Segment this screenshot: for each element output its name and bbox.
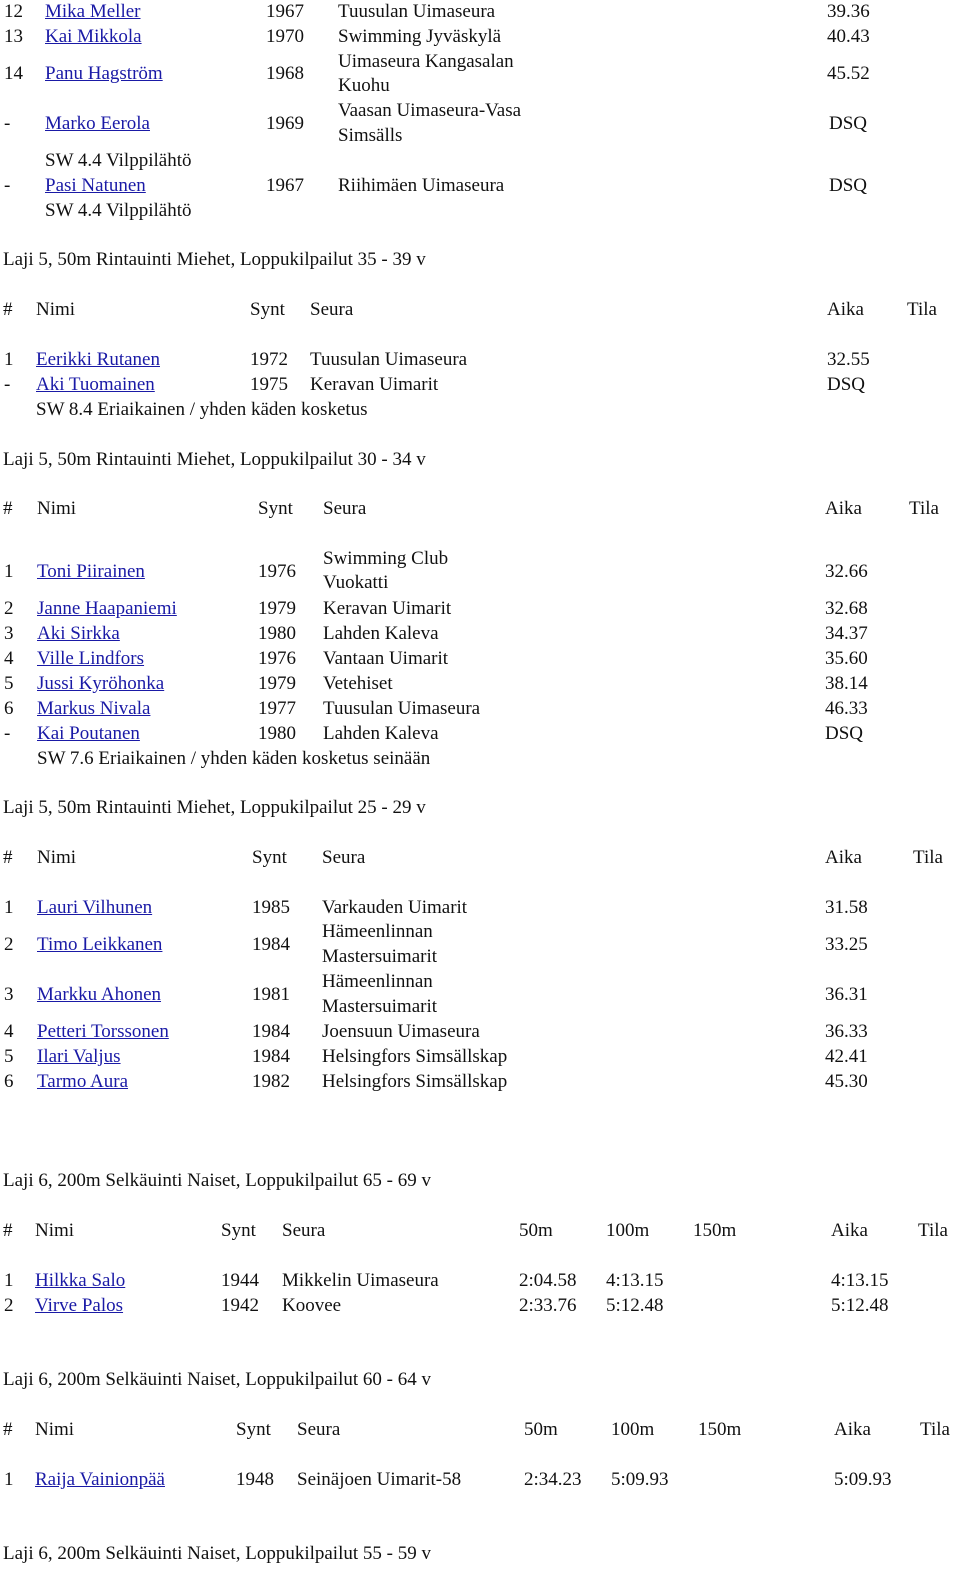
birth-year: 1981: [252, 984, 290, 1005]
row-rank: 1: [4, 897, 14, 918]
result-status: DSQ: [829, 113, 868, 134]
club-name: Lahden Kaleva: [323, 723, 439, 744]
birth-year: 1969: [266, 113, 304, 134]
swimmer-link[interactable]: Kai Mikkola: [45, 26, 142, 47]
swimmer-link[interactable]: Kai Poutanen: [37, 723, 140, 744]
club-name-line2: Mastersuimarit: [322, 946, 438, 967]
header-time: Aika: [825, 847, 862, 868]
header-time: Aika: [827, 299, 864, 320]
swimmer-link[interactable]: Aki Tuomainen: [36, 374, 155, 395]
swimmer-link[interactable]: Jussi Kyröhonka: [37, 673, 165, 694]
header-number: #: [3, 498, 13, 519]
birth-year: 1975: [250, 374, 288, 395]
row-rank: 12: [4, 1, 23, 22]
result-time: 32.68: [825, 598, 868, 619]
club-name-line1: Vaasan Uimaseura-Vasa: [338, 100, 522, 121]
row-rank: 6: [4, 1071, 14, 1092]
row-rank: 3: [4, 623, 14, 644]
header-time: Aika: [834, 1419, 871, 1440]
row-rank: -: [4, 175, 11, 196]
club-name: Tuusulan Uimaseura: [310, 349, 468, 370]
club-name: Keravan Uimarit: [323, 598, 452, 619]
header-name: Nimi: [37, 498, 77, 519]
split-50: 2:04.58: [519, 1270, 577, 1291]
header-club: Seura: [323, 498, 367, 519]
row-rank: 1: [4, 1469, 14, 1490]
header-split-100: 100m: [606, 1220, 650, 1241]
result-time: 32.55: [827, 349, 870, 370]
result-time: 5:12.48: [831, 1295, 889, 1316]
row-rank: -: [4, 374, 11, 395]
header-split-50: 50m: [524, 1419, 558, 1440]
club-name: Mikkelin Uimaseura: [282, 1270, 439, 1291]
swimmer-link[interactable]: Timo Leikkanen: [37, 934, 163, 955]
swimmer-link[interactable]: Eerikki Rutanen: [36, 349, 160, 370]
result-time: 42.41: [825, 1046, 868, 1067]
birth-year: 1970: [266, 26, 304, 47]
club-name: Seinäjoen Uimarit-58: [297, 1469, 462, 1490]
header-status: Tila: [909, 498, 939, 519]
result-status: DSQ: [825, 723, 864, 744]
split-50: 2:34.23: [524, 1469, 582, 1490]
row-rank: 5: [4, 1046, 14, 1067]
birth-year: 1979: [258, 673, 296, 694]
header-number: #: [3, 1220, 13, 1241]
event-title: Laji 5, 50m Rintauinti Miehet, Loppukilpailut 35 - 39 v: [3, 249, 426, 270]
header-status: Tila: [920, 1419, 950, 1440]
birth-year: 1967: [266, 175, 304, 196]
club-name: Joensuun Uimaseura: [322, 1021, 480, 1042]
split-100: 4:13.15: [606, 1270, 664, 1291]
club-name-line1: Swimming Club: [323, 548, 449, 569]
birth-year: 1982: [252, 1071, 290, 1092]
swimmer-link[interactable]: Aki Sirkka: [37, 623, 120, 644]
result-time: 45.30: [825, 1071, 868, 1092]
disqualification-note: SW 8.4 Eriaikainen / yhden käden kosketus: [36, 399, 368, 420]
swimmer-link[interactable]: Pasi Natunen: [45, 175, 146, 196]
birth-year: 1942: [221, 1295, 259, 1316]
header-name: Nimi: [35, 1419, 75, 1440]
header-name: Nimi: [35, 1220, 75, 1241]
swimmer-link[interactable]: Hilkka Salo: [35, 1270, 126, 1291]
birth-year: 1944: [221, 1270, 259, 1291]
result-time: 5:09.93: [834, 1469, 892, 1490]
header-time: Aika: [831, 1220, 868, 1241]
club-name-line2: Vuokatti: [323, 572, 389, 593]
birth-year: 1980: [258, 623, 296, 644]
header-split-50: 50m: [519, 1220, 553, 1241]
header-status: Tila: [918, 1220, 948, 1241]
result-time: 35.60: [825, 648, 868, 669]
split-50: 2:33.76: [519, 1295, 577, 1316]
result-time: 36.33: [825, 1021, 868, 1042]
birth-year: 1972: [250, 349, 288, 370]
birth-year: 1984: [252, 1046, 290, 1067]
club-name: Keravan Uimarit: [310, 374, 439, 395]
swimmer-link[interactable]: Janne Haapaniemi: [37, 598, 177, 619]
result-time: 32.66: [825, 561, 868, 582]
header-year: Synt: [236, 1419, 271, 1440]
header-status: Tila: [907, 299, 937, 320]
event-title: Laji 5, 50m Rintauinti Miehet, Loppukilpailut 25 - 29 v: [3, 797, 426, 818]
club-name-line2: Kuohu: [338, 75, 390, 96]
row-rank: 5: [4, 673, 14, 694]
result-time: 4:13.15: [831, 1270, 889, 1291]
event-title: Laji 6, 200m Selkäuinti Naiset, Loppukilpailut 55 - 59 v: [3, 1543, 431, 1564]
header-club: Seura: [322, 847, 366, 868]
disqualification-note: SW 4.4 Vilppilähtö: [45, 150, 192, 171]
result-time: 36.31: [825, 984, 868, 1005]
swimmer-link[interactable]: Petteri Torssonen: [37, 1021, 169, 1042]
event-title: Laji 6, 200m Selkäuinti Naiset, Loppukilpailut 60 - 64 v: [3, 1369, 431, 1390]
header-club: Seura: [310, 299, 354, 320]
header-name: Nimi: [36, 299, 76, 320]
club-name: Riihimäen Uimaseura: [338, 175, 505, 196]
header-year: Synt: [221, 1220, 256, 1241]
swimmer-link[interactable]: Panu Hagström: [45, 63, 163, 84]
row-rank: -: [4, 723, 11, 744]
club-name: Swimming Jyväskylä: [338, 26, 502, 47]
row-rank: 2: [4, 598, 14, 619]
result-time: 39.36: [827, 1, 870, 22]
swimmer-link[interactable]: Toni Piirainen: [37, 561, 145, 582]
row-rank: 2: [4, 934, 14, 955]
club-name: Tuusulan Uimaseura: [323, 698, 481, 719]
disqualification-note: SW 4.4 Vilppilähtö: [45, 200, 192, 221]
split-100: 5:12.48: [606, 1295, 664, 1316]
birth-year: 1980: [258, 723, 296, 744]
disqualification-note: SW 7.6 Eriaikainen / yhden käden kosketus seinään: [37, 748, 431, 769]
header-number: #: [3, 847, 13, 868]
birth-year: 1976: [258, 648, 296, 669]
birth-year: 1984: [252, 1021, 290, 1042]
swimmer-link[interactable]: Raija Vainionpää: [35, 1469, 165, 1490]
birth-year: 1977: [258, 698, 296, 719]
header-split-150: 150m: [693, 1220, 737, 1241]
swimmer-link[interactable]: Lauri Vilhunen: [37, 897, 153, 918]
result-time: 38.14: [825, 673, 868, 694]
swimmer-link[interactable]: Ilari Valjus: [37, 1046, 121, 1067]
row-rank: 2: [4, 1295, 14, 1316]
club-name-line2: Simsälls: [338, 125, 403, 146]
birth-year: 1948: [236, 1469, 274, 1490]
result-time: 31.58: [825, 897, 868, 918]
header-year: Synt: [258, 498, 293, 519]
header-split-150: 150m: [698, 1419, 742, 1440]
result-time: 45.52: [827, 63, 870, 84]
row-rank: 6: [4, 698, 14, 719]
header-split-100: 100m: [611, 1419, 655, 1440]
club-name: Lahden Kaleva: [323, 623, 439, 644]
row-rank: 4: [4, 648, 14, 669]
swimmer-link[interactable]: Marko Eerola: [45, 113, 150, 134]
header-status: Tila: [913, 847, 943, 868]
club-name: Koovee: [282, 1295, 342, 1316]
swimmer-link[interactable]: Markku Ahonen: [37, 984, 162, 1005]
birth-year: 1984: [252, 934, 290, 955]
birth-year: 1985: [252, 897, 290, 918]
birth-year: 1968: [266, 63, 304, 84]
birth-year: 1976: [258, 561, 296, 582]
result-status: DSQ: [827, 374, 866, 395]
header-year: Synt: [250, 299, 285, 320]
swimmer-link[interactable]: Virve Palos: [35, 1295, 124, 1316]
event-title: Laji 5, 50m Rintauinti Miehet, Loppukilpailut 30 - 34 v: [3, 449, 426, 470]
club-name: Helsingfors Simsällskap: [322, 1046, 508, 1067]
header-club: Seura: [297, 1419, 341, 1440]
header-name: Nimi: [37, 847, 77, 868]
split-100: 5:09.93: [611, 1469, 669, 1490]
swimmer-link[interactable]: Mika Meller: [45, 1, 141, 22]
header-number: #: [3, 1419, 13, 1440]
result-time: 40.43: [827, 26, 870, 47]
row-rank: -: [4, 113, 11, 134]
row-rank: 3: [4, 984, 14, 1005]
club-name: Vetehiset: [323, 673, 393, 694]
club-name: Varkauden Uimarit: [322, 897, 468, 918]
result-time: 46.33: [825, 698, 868, 719]
club-name-line1: Hämeenlinnan: [322, 921, 433, 942]
birth-year: 1979: [258, 598, 296, 619]
row-rank: 1: [4, 561, 14, 582]
club-name: Vantaan Uimarit: [323, 648, 449, 669]
club-name-line1: Uimaseura Kangasalan: [338, 51, 514, 72]
header-club: Seura: [282, 1220, 326, 1241]
row-rank: 4: [4, 1021, 14, 1042]
club-name-line1: Hämeenlinnan: [322, 971, 433, 992]
swimmer-link[interactable]: Ville Lindfors: [37, 648, 145, 669]
result-status: DSQ: [829, 175, 868, 196]
event-title: Laji 6, 200m Selkäuinti Naiset, Loppukilpailut 65 - 69 v: [3, 1170, 431, 1191]
birth-year: 1967: [266, 1, 304, 22]
result-time: 34.37: [825, 623, 868, 644]
club-name-line2: Mastersuimarit: [322, 996, 438, 1017]
row-rank: 13: [4, 26, 23, 47]
row-rank: 1: [4, 349, 14, 370]
row-rank: 14: [4, 63, 23, 84]
header-time: Aika: [825, 498, 862, 519]
swimmer-link[interactable]: Markus Nivala: [37, 698, 151, 719]
club-name: Helsingfors Simsällskap: [322, 1071, 508, 1092]
header-year: Synt: [252, 847, 287, 868]
club-name: Tuusulan Uimaseura: [338, 1, 496, 22]
row-rank: 1: [4, 1270, 14, 1291]
swimmer-link[interactable]: Tarmo Aura: [37, 1071, 129, 1092]
header-number: #: [3, 299, 13, 320]
result-time: 33.25: [825, 934, 868, 955]
